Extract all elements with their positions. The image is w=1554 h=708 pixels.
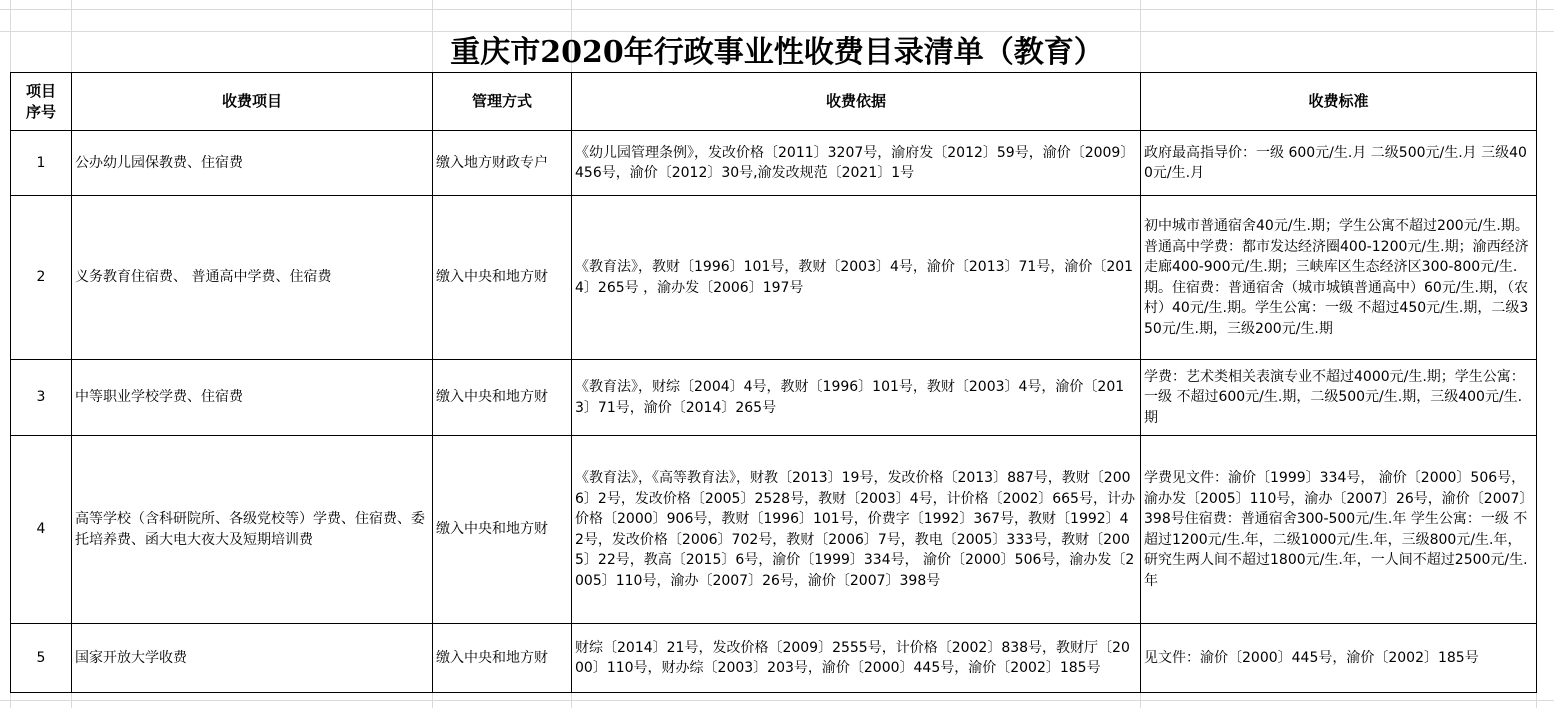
management-cell: 缴入中央和地方财	[433, 360, 572, 436]
table-row	[11, 360, 1537, 436]
header-no-line2: 序号	[25, 102, 56, 121]
basis-cell: 《教育法》，教财〔1996〕101号，教财〔2003〕4号，渝价〔2013〕71号，渝价〔2014〕265号 ，渝办发〔2006〕197号	[572, 196, 1141, 360]
header-no-line1: 项目	[25, 82, 56, 100]
table-row	[11, 436, 1537, 624]
management-cell: 缴入地方财政专户	[433, 131, 572, 196]
standard-cell: 学费：艺术类相关表演专业不超过4000元/生.期；学生公寓：一级 不超过600元/生.期，二级500元/生.期，三级400元/生.期	[1141, 360, 1537, 436]
row-number: 4	[11, 436, 72, 624]
header-item: 收费项目	[72, 73, 433, 131]
page-title: 重庆市2020年行政事业性收费目录清单（教育）	[450, 35, 1104, 70]
row-number: 3	[11, 360, 72, 436]
table-row	[11, 131, 1537, 196]
fee-item-cell: 中等职业学校学费、住宿费	[72, 360, 433, 436]
basis-cell: 财综〔2014〕21号，发改价格〔2009〕2555号，计价格〔2002〕838号，教财厅〔2000〕110号，财办综〔2003〕203号，渝价〔2000〕445号，渝价〔2002〕185号	[572, 624, 1141, 693]
standard-cell: 学费见文件：渝价〔1999〕334号， 渝价〔2000〕506号，渝办发〔2005〕110号，渝办〔2007〕26号，渝价〔2007〕398号住宿费：普通宿舍300-500元/生.年 学生公寓：一级 不超过1200元/生.年，二级1000元/生.年，三级800元/生.年，研究生两人间不超过1800元/生.年，一人间不超过2500元/生.年	[1141, 436, 1537, 624]
standard-cell: 初中城市普通宿舍40元/生.期；学生公寓不超过200元/生.期。普通高中学费：都市发达经济圈400-1200元/生.期；渝西经济走廊400-900元/生.期；三峡库区生态经济区300-800元/生.期。住宿费：普通宿舍（城市城镇普通高中）60元/生.期，（农村）40元/生.期。学生公寓：一级 不超过450元/生.期，二级350元/生.期，三级200元/生.期	[1141, 196, 1537, 360]
management-cell: 缴入中央和地方财	[433, 196, 572, 360]
row-number: 2	[11, 196, 72, 360]
basis-cell: 《教育法》，《高等教育法》，财教〔2013〕19号，发改价格〔2013〕887号，教财〔2006〕2号，发改价格〔2005〕2528号，教财〔2003〕4号，计价格〔2002〕665号，计办价格〔2000〕906号，教财〔1996〕101号，价费字〔1992〕367号，教财〔1992〕42号，发改价格〔2006〕702号，教财〔2006〕7号，教电〔2005〕333号，教财〔2005〕22号，教高〔2015〕6号，渝价〔1999〕334号， 渝价〔2000〕506号，渝办发〔2005〕110号，渝办〔2007〕26号，渝价〔2007〕398号	[572, 436, 1141, 624]
basis-cell: 《幼儿园管理条例》，发改价格〔2011〕3207号，渝府发〔2012〕59号，渝价〔2009〕456号，渝价〔2012〕30号,渝发改规范〔2021〕1号	[572, 131, 1141, 196]
fee-item-cell: 公办幼儿园保教费、住宿费	[72, 131, 433, 196]
fee-item-cell: 国家开放大学收费	[72, 624, 433, 693]
fee-item-cell: 高等学校（含科研院所、各级党校等）学费、住宿费、委托培养费、函大电大夜大及短期培训费	[72, 436, 433, 624]
row-number: 5	[11, 624, 72, 693]
fee-table	[10, 72, 1537, 693]
row-number: 1	[11, 131, 72, 196]
basis-cell: 《教育法》，财综〔2004〕4号，教财〔1996〕101号，教财〔2003〕4号，渝价〔2013〕71号，渝价〔2014〕265号	[572, 360, 1141, 436]
standard-cell: 政府最高指导价：一级 600元/生.月 二级500元/生.月 三级400元/生.月	[1141, 131, 1537, 196]
header-basis: 收费依据	[572, 73, 1141, 131]
management-cell: 缴入中央和地方财	[433, 436, 572, 624]
header-standard: 收费标准	[1141, 73, 1537, 131]
header-no	[11, 73, 72, 131]
fee-item-cell: 义务教育住宿费、 普通高中学费、住宿费	[72, 196, 433, 360]
management-cell: 缴入中央和地方财	[433, 624, 572, 693]
header-row	[11, 73, 1537, 131]
standard-cell: 见文件：渝价〔2000〕445号，渝价〔2002〕185号	[1141, 624, 1537, 693]
table-row	[11, 624, 1537, 693]
table-row	[11, 196, 1537, 360]
header-mgmt: 管理方式	[433, 73, 572, 131]
